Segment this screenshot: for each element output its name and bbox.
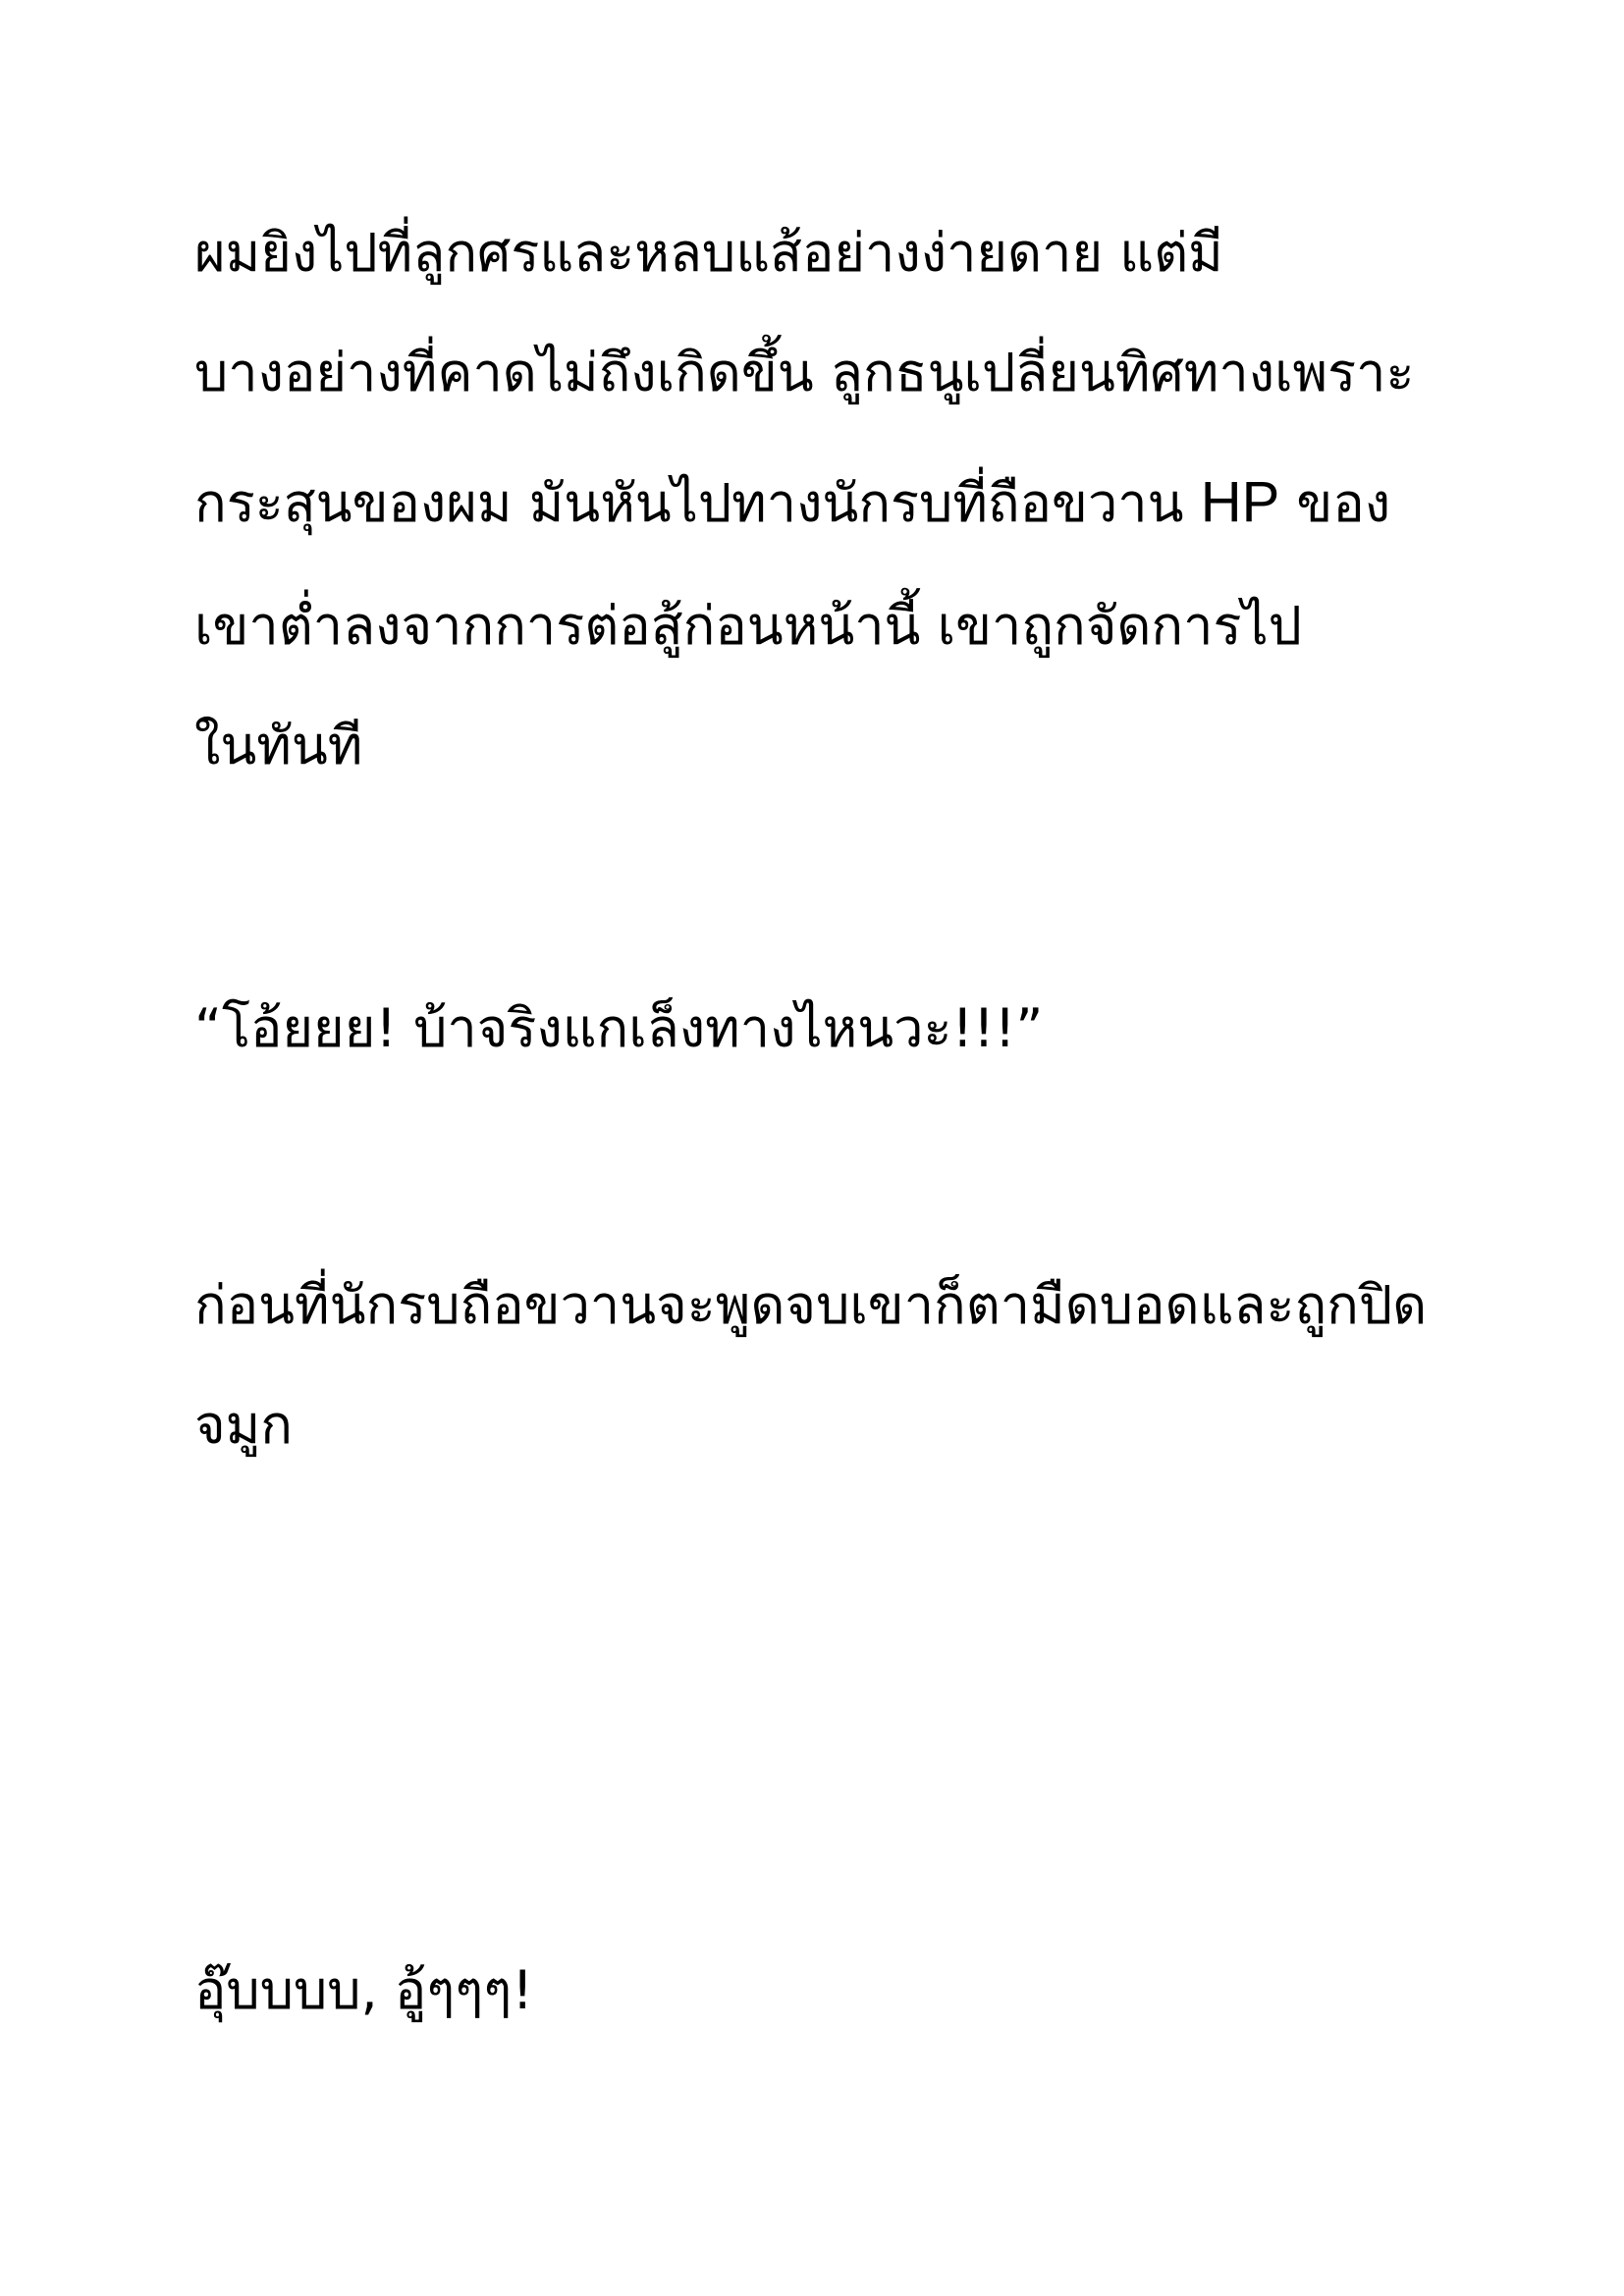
paragraph1-line3 xyxy=(194,463,1390,543)
dialogue-quote: “โอ้ยยย! บ้าจริงแกเล็งทางไหนวะ!!!” xyxy=(194,997,1044,1059)
paragraph1-line3-tail: ของ xyxy=(1279,472,1391,534)
hp-term: HP xyxy=(1200,470,1280,534)
paragraph1-line4: เขาต่ำลงจากการต่อสู้ก่อนหน้านี้ เขาถูกจัดการไป xyxy=(194,595,1302,657)
paragraph1-line1: ผมยิงไปที่ลูกศรและหลบแส้อย่างง่ายดาย แต่มี xyxy=(194,222,1223,284)
paragraph2-line1: ก่อนที่นักรบถือขวานจะพูดจบเขาก็ตามืดบอดและถูกปิด xyxy=(194,1274,1428,1336)
paragraph1-line3-text: กระสุนของผม มันหันไปทางนักรบที่ถือขวาน xyxy=(194,472,1201,534)
exclamation-line: อุ๊บบบบ, อู้ๆๆๆ! xyxy=(194,1959,533,2021)
paragraph2-line2: จมูก xyxy=(194,1394,293,1456)
paragraph1-line5: ในทันที xyxy=(194,715,363,776)
paragraph1-line2: บางอย่างที่คาดไม่ถึงเกิดขึ้น ลูกธนูเปลี่ยนทิศทางเพราะ xyxy=(194,342,1415,403)
